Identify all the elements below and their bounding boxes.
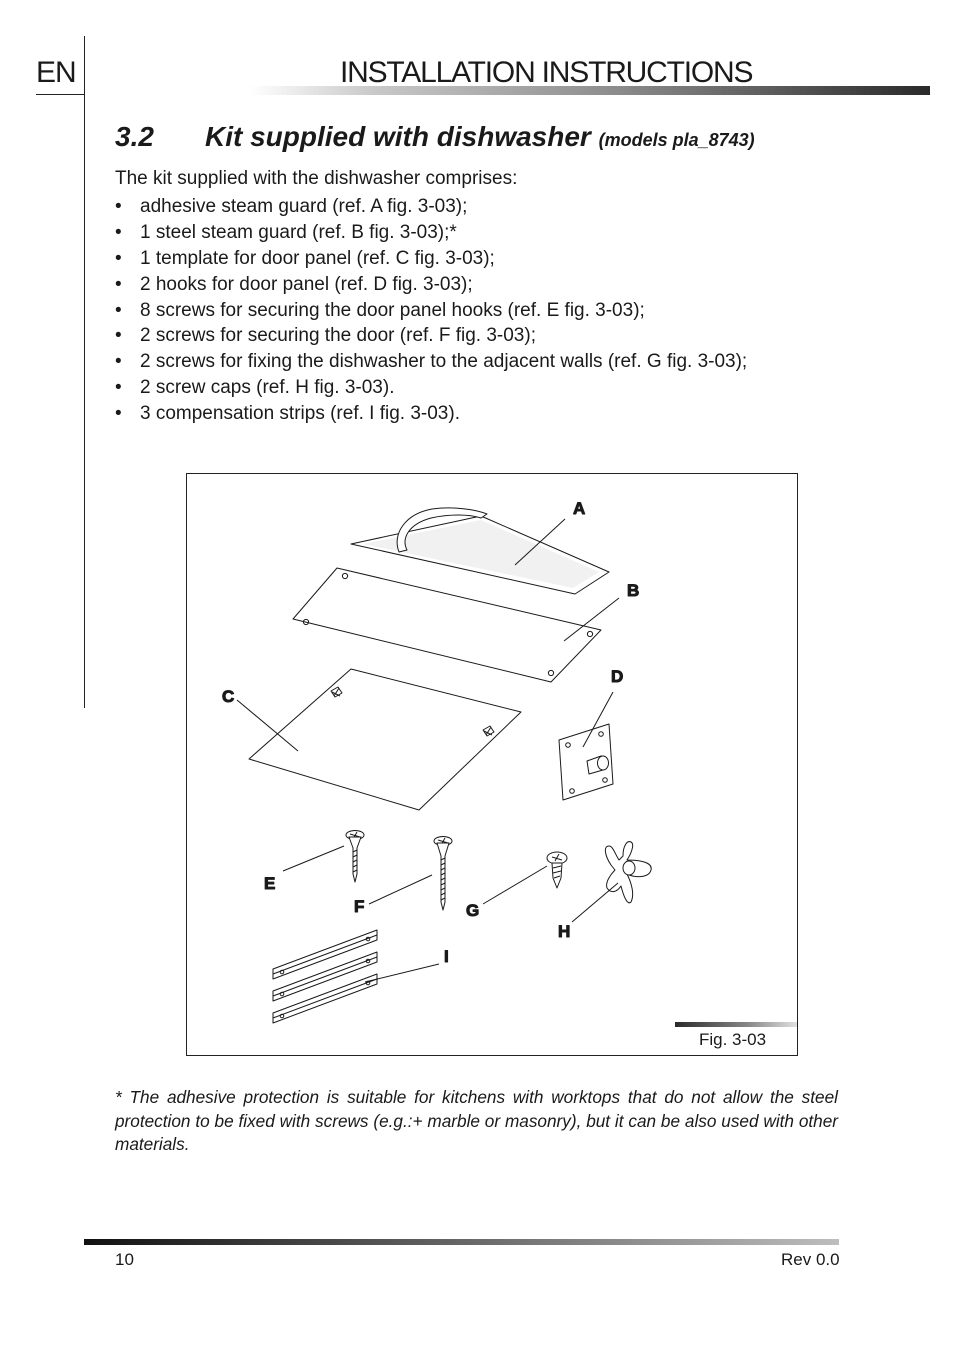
label-h: H [558,922,571,941]
list-item-text: 8 screws for securing the door panel hooks (ref. E fig. 3-03); [140,299,645,321]
bullet-icon: • [115,325,122,347]
label-g: G [466,901,480,920]
bullet-icon: • [115,196,122,217]
list-item [115,220,747,246]
list-item [115,323,747,349]
door-panel-hook-drawing [559,692,613,800]
kit-item-list [115,194,747,427]
label-i: I [444,947,449,966]
bullet-icon: • [115,351,122,373]
caption-bar [675,1022,797,1027]
door-screw-drawing [369,837,452,911]
list-item [115,349,747,375]
footnote: * The adhesive protection is suitable for kitchens with worktops that do not allow the steel protection to be fixed with screws (e.g.:+ marble or masonry), but it can be also used with other materials. [115,1087,838,1154]
label-b: B [627,581,640,600]
list-item-text: 2 screw caps (ref. H fig. 3-03). [140,377,395,399]
bullet-icon: • [115,247,122,269]
list-item [115,272,747,298]
language-code: EN [36,56,76,89]
label-a: A [573,499,586,518]
list-item-text: 2 screws for securing the door (ref. F fig. 3-03); [140,325,536,347]
label-d: D [611,667,624,686]
footer-gradient-bar [84,1239,839,1245]
section-number: 3.2 [115,121,154,152]
page-number: 10 [115,1250,134,1269]
page-title: INSTALLATION INSTRUCTIONS [340,56,753,89]
list-item-text: 3 compensation strips (ref. I fig. 3-03). [140,403,460,425]
bullet-icon: • [115,221,122,243]
section-subtitle: (models pla_8743) [598,130,755,150]
wall-fixing-screw-drawing [483,852,567,904]
intro-text: The kit supplied with the dishwasher comprises: [115,168,518,189]
list-item [115,375,747,401]
margin-rule [84,36,85,708]
bullet-icon: • [115,299,122,321]
list-item [115,246,747,272]
hook-screw-drawing [283,831,364,883]
list-item [115,194,747,220]
section-title [205,121,755,153]
screw-cap-drawing [572,842,651,922]
bullet-icon: • [115,403,122,425]
compensation-strips-drawing [273,930,439,1023]
language-underline [36,94,84,95]
door-panel-template-drawing [237,669,521,810]
list-item-text: adhesive steam guard (ref. A fig. 3-03); [140,196,468,217]
list-item-text: 2 screws for fixing the dishwasher to the adjacent walls (ref. G fig. 3-03); [140,351,748,373]
label-f: F [354,897,365,916]
label-c: C [222,687,235,706]
revision-label: Rev 0.0 [781,1250,840,1269]
label-e: E [264,874,276,893]
list-item [115,298,747,324]
kit-illustration [187,474,799,1057]
bullet-icon: • [115,273,122,295]
figure-caption: Fig. 3-03 [699,1030,767,1049]
list-item-text: 2 hooks for door panel (ref. D fig. 3-03); [140,273,473,295]
section-title-text: Kit supplied with dishwasher [205,121,591,152]
bullet-icon: • [115,377,122,399]
kit-figure [186,473,798,1056]
list-item-text: 1 template for door panel (ref. C fig. 3-03); [140,247,495,269]
list-item [115,401,747,427]
list-item-text: 1 steel steam guard (ref. B fig. 3-03);* [140,221,457,243]
